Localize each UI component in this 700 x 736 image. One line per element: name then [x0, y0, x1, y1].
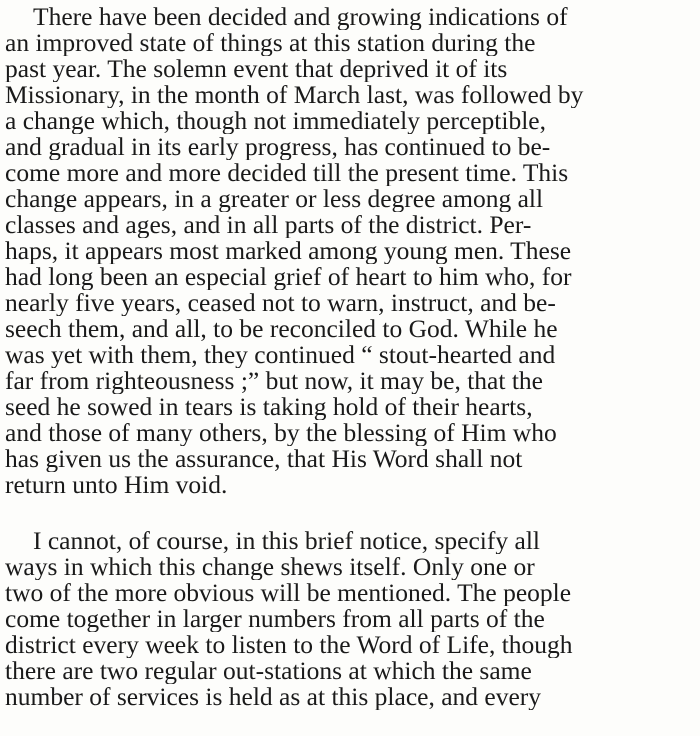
- text-line: There have been decided and growing indications of: [33, 4, 568, 30]
- text-line: come together in larger numbers from all parts of the: [5, 606, 545, 632]
- text-line: has given us the assurance, that His Word shall not: [5, 446, 523, 472]
- text-line: there are two regular out-stations at which the same: [5, 658, 532, 684]
- text-line: ways in which this change shews itself. Only one or: [5, 554, 535, 580]
- text-line: past year. The solemn event that deprived it of its: [5, 56, 508, 82]
- text-line: come more and more decided till the present time. This: [5, 160, 569, 186]
- text-line: seech them, and all, to be reconciled to God. While he: [5, 316, 558, 342]
- text-line: haps, it appears most marked among young men. These: [5, 238, 572, 264]
- text-line: change appears, in a greater or less degree among all: [5, 186, 544, 212]
- text-line: nearly five years, ceased not to warn, instruct, and be-: [5, 290, 556, 316]
- text-line: classes and ages, and in all parts of the district. Per-: [5, 212, 532, 238]
- text-line: return unto Him void.: [5, 472, 228, 498]
- text-line: seed he sowed in tears is taking hold of their hearts,: [5, 394, 533, 420]
- text-line: was yet with them, they continued “ stout-hearted and: [5, 342, 556, 368]
- text-line: I cannot, of course, in this brief notice, specify all: [33, 528, 540, 554]
- text-line: and gradual in its early progress, has continued to be-: [5, 134, 551, 160]
- text-line: Missionary, in the month of March last, was followed by: [5, 82, 584, 108]
- text-line: district every week to listen to the Word of Life, though: [5, 632, 573, 658]
- text-line: an improved state of things at this station during the: [5, 30, 536, 56]
- text-line: had long been an especial grief of heart to him who, for: [5, 264, 572, 290]
- text-line: number of services is held as at this place, and every: [5, 684, 542, 710]
- text-line: two of the more obvious will be mentioned. The people: [5, 580, 572, 606]
- text-line: a change which, though not immediately perceptible,: [5, 108, 546, 134]
- paragraph-2: [5, 528, 695, 710]
- text-line: far from righteousness ;” but now, it may be, that the: [5, 368, 543, 394]
- text-line: and those of many others, by the blessing of Him who: [5, 420, 557, 446]
- paragraph-1: [5, 4, 695, 498]
